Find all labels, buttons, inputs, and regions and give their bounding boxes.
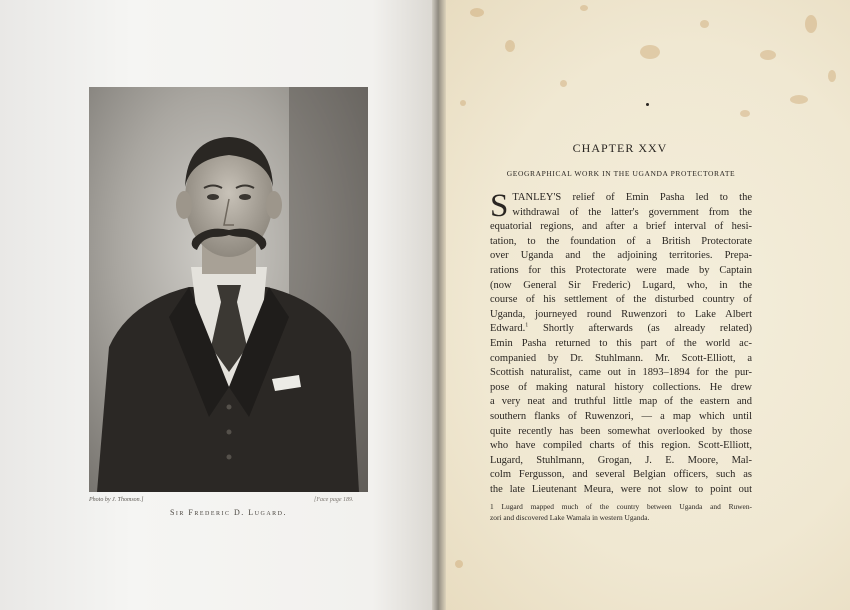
text-line: Emin Pasha returned to this part of the world ac- <box>490 337 752 349</box>
text-line: equatorial regions, and after a brief interval of hesi- <box>490 221 752 233</box>
portrait-photograph <box>89 87 368 492</box>
text-line: pose of making natural history collections. He drew <box>490 381 752 393</box>
text-line: over Uganda and the adjoining territories. Prepa- <box>490 250 752 262</box>
text-line: quite recently has been somewhat overlooked by those <box>490 425 752 437</box>
text-line-with-footnote <box>490 322 752 337</box>
text-line: southern flanks of Ruwenzori, — a map which until <box>490 410 752 422</box>
text-line: who have compiled charts of this region. Scott-Elliott, <box>490 440 752 452</box>
face-page-note: [Face page 189. <box>314 497 354 503</box>
edward-word: Edward. <box>490 323 526 335</box>
text-line: Lugard, Stuhlmann, Grogan, J. E. Moore, Mal- <box>490 454 752 466</box>
text-line: a very neat and truthful little map of the eastern and <box>490 396 752 408</box>
text-line: course of his settlement of the disturbed country of <box>490 294 752 306</box>
text-line: (now General Sir Frederic) Lugard, who, in the <box>490 279 752 291</box>
text-line-rest: Shortly afterwards (as already related) <box>542 323 752 335</box>
portrait-caption: Sir Frederic D. Lugard. <box>169 508 288 517</box>
footnote-line: zori and discovered Lake Wamala in western Uganda. <box>490 512 650 522</box>
footnote-line: 1 Lugard mapped much of the country between Uganda and Ruwen- <box>490 502 752 511</box>
text-line: withdrawal of the latter's government from the <box>512 206 752 218</box>
portrait-figure <box>89 87 368 492</box>
text-line: Uganda, journeyed round Ruwenzori to Lake Albert <box>490 308 752 320</box>
text-line: colm Fergusson, and several Belgian officers, such as <box>490 469 752 481</box>
text-line: tation, to the foundation of a British Protectorate <box>490 235 752 247</box>
drop-cap: S <box>490 188 509 224</box>
text-line: TANLEY'S relief of Emin Pasha led to the <box>512 192 752 203</box>
text-line: the late Lieutenant Meura, were not slow to point out <box>490 483 752 495</box>
chapter-title: CHAPTER XXV <box>572 141 668 155</box>
page-dot <box>646 103 649 106</box>
footnote <box>490 502 752 523</box>
photo-credit: Photo by J. Thomson.] <box>89 497 144 503</box>
chapter-subtitle: GEOGRAPHICAL WORK IN THE UGANDA PROTECTORATE <box>506 169 736 178</box>
chapter-body-text <box>490 188 752 497</box>
text-line: Scottish naturalist, came out in 1893–1894 for the pur- <box>490 367 752 379</box>
book-gutter <box>432 0 446 610</box>
footnote-marker: 1 <box>525 322 529 329</box>
text-line: companied by Dr. Stuhlmann. Mr. Scott-Elliott, a <box>490 352 752 364</box>
text-line: rations for this Protectorate were made by Captain <box>490 264 752 276</box>
